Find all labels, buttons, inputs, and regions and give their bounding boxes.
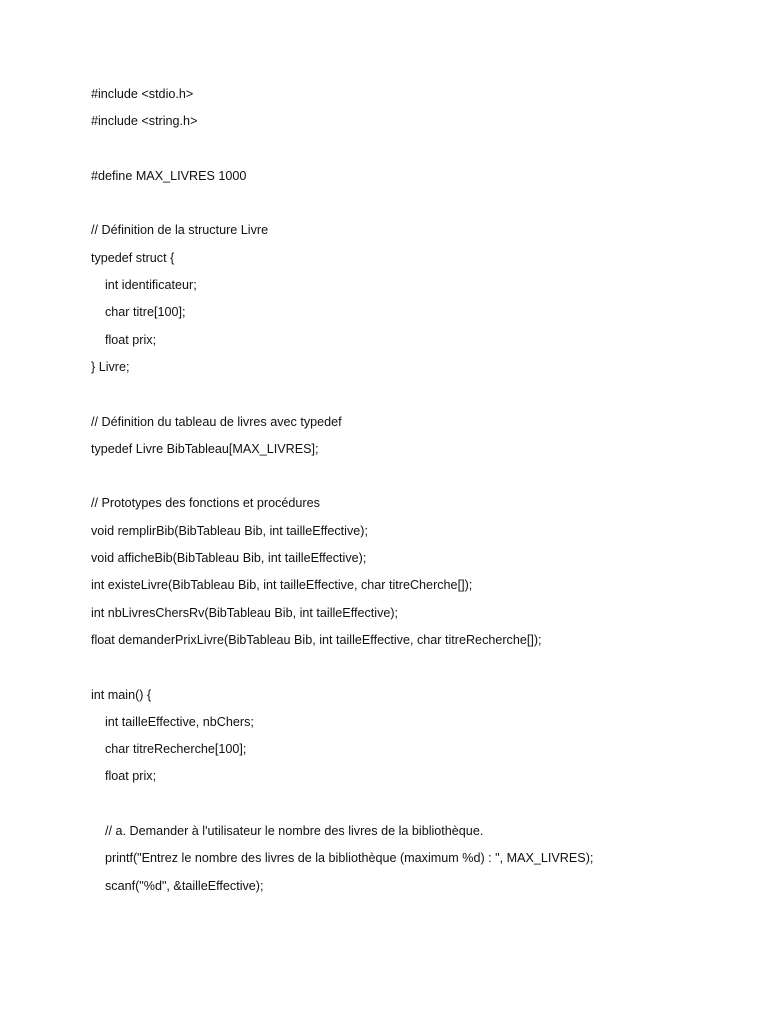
code-line: // Définition de la structure Livre: [91, 223, 269, 238]
code-line: printf("Entrez le nombre des livres de la bibliothèque (maximum %d) : ", MAX_LIVRES);: [91, 851, 594, 866]
code-line: void afficheBib(BibTableau Bib, int tailleEffective);: [91, 551, 367, 566]
code-line: int existeLivre(BibTableau Bib, int tailleEffective, char titreCherche[]);: [91, 578, 473, 593]
code-line: [91, 794, 751, 821]
code-line: [91, 657, 751, 684]
code-line: // Prototypes des fonctions et procédures: [91, 496, 320, 511]
code-line: #define MAX_LIVRES 1000: [91, 168, 247, 183]
code-line: scanf("%d", &tailleEffective);: [91, 878, 264, 893]
code-line: [91, 466, 751, 493]
code-line: float demanderPrixLivre(BibTableau Bib, int tailleEffective, char titreRecherche[]);: [91, 632, 542, 647]
code-line: typedef Livre BibTableau[MAX_LIVRES];: [91, 441, 319, 456]
code-line: float prix;: [91, 332, 157, 347]
code-line: // Définition du tableau de livres avec typedef: [91, 414, 342, 429]
document-body: [91, 84, 751, 903]
code-line: [91, 193, 751, 220]
code-line: typedef struct {: [91, 250, 175, 265]
code-line: float prix;: [91, 769, 157, 784]
code-line: #include <string.h>: [91, 114, 198, 129]
code-line: int tailleEffective, nbChers;: [91, 714, 254, 729]
code-line: char titreRecherche[100];: [91, 742, 247, 757]
code-line: void remplirBib(BibTableau Bib, int tailleEffective);: [91, 523, 368, 538]
code-line: } Livre;: [91, 359, 130, 374]
code-line: int identificateur;: [91, 278, 197, 293]
code-line: [91, 139, 751, 166]
code-line: [91, 384, 751, 411]
code-line: char titre[100];: [91, 305, 186, 320]
code-line: int main() {: [91, 687, 152, 702]
code-line: int nbLivresChersRv(BibTableau Bib, int tailleEffective);: [91, 605, 399, 620]
code-line: #include <stdio.h>: [91, 87, 194, 101]
code-line: // a. Demander à l'utilisateur le nombre des livres de la bibliothèque.: [91, 824, 484, 839]
